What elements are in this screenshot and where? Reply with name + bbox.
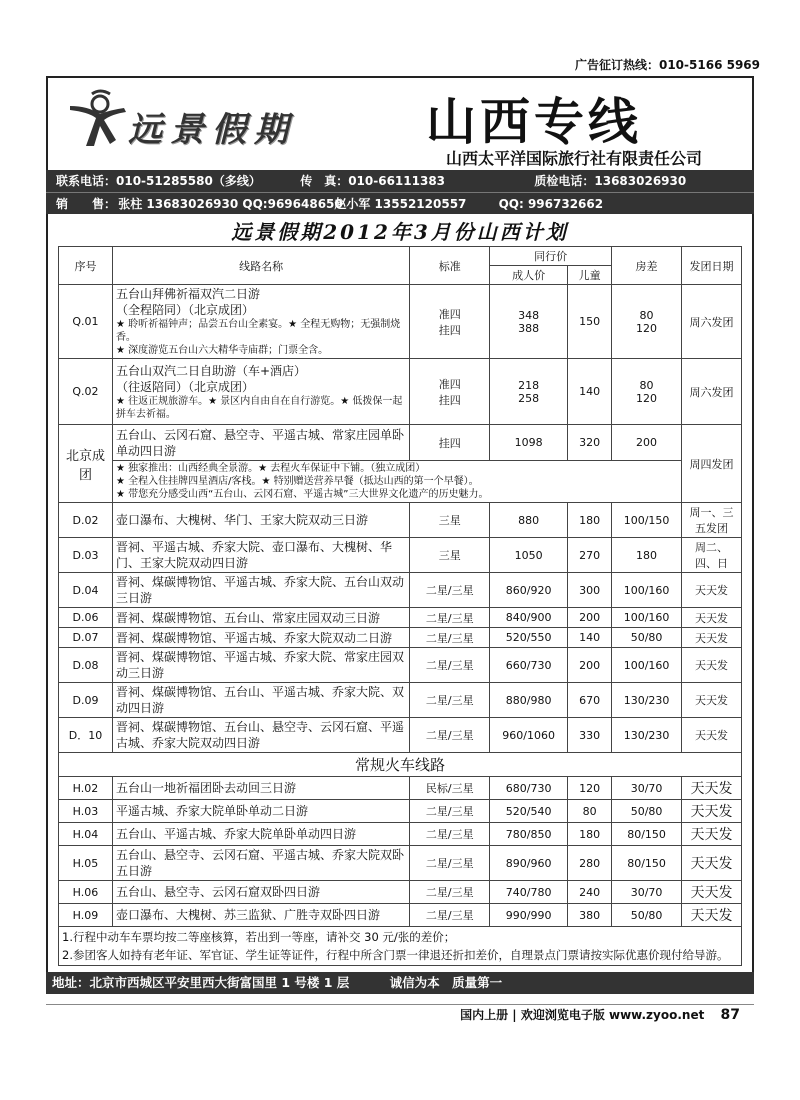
company-name: 山西太平洋国际旅行社有限责任公司 bbox=[445, 149, 702, 168]
row-standard: 二星/三星 bbox=[410, 846, 490, 881]
row-room: 50/80 bbox=[612, 800, 682, 823]
row-child: 80 bbox=[568, 800, 612, 823]
row-route: 五台山一地祈福团卧去动回三日游 bbox=[112, 777, 409, 800]
row-route: 晋祠、煤碳博物馆、五台山、平遥古城、乔家大院、双动四日游 bbox=[112, 683, 409, 718]
row-room: 130/230 bbox=[612, 718, 682, 753]
row-standard: 二星/三星 bbox=[410, 608, 490, 628]
table-row bbox=[59, 573, 742, 608]
table-row bbox=[59, 628, 742, 648]
note-1: 1.行程中动车车票均按二等座核算，若出到一等座，请补交 30 元/张的差价； bbox=[62, 930, 456, 944]
header-standard: 标准 bbox=[410, 247, 490, 285]
row-no: D.09 bbox=[59, 683, 113, 718]
brand-logo bbox=[66, 88, 426, 148]
row-no: H.06 bbox=[59, 881, 113, 904]
contact-phone: 联系电话：010-51285580（多线） bbox=[56, 174, 261, 188]
row-standard: 三星 bbox=[410, 538, 490, 573]
contact-qc: 质检电话：13683026930 bbox=[534, 174, 687, 188]
row-standard: 三星 bbox=[410, 503, 490, 538]
header-route: 线路名称 bbox=[112, 247, 409, 285]
row-adult: 990/990 bbox=[490, 904, 568, 927]
row-room: 200 bbox=[612, 425, 682, 461]
row-route: 晋祠、煤碳博物馆、平遥古城、乔家大院、常家庄园双动三日游 bbox=[112, 648, 409, 683]
row-depart: 周四发团 bbox=[682, 425, 742, 503]
row-child: 120 bbox=[568, 777, 612, 800]
row-standard: 二星/三星 bbox=[410, 648, 490, 683]
table-row bbox=[59, 648, 742, 683]
row-child: 300 bbox=[568, 573, 612, 608]
notes bbox=[59, 927, 742, 966]
row-route: 晋祠、煤碳博物馆、平遥古城、乔家大院、五台山双动三日游 bbox=[112, 573, 409, 608]
h-route-rows bbox=[59, 777, 742, 927]
row-standard: 准四 挂四 bbox=[410, 359, 490, 425]
row-standard: 二星/三星 bbox=[410, 904, 490, 927]
route-note: ★ 带您充分感受山西“五台山、云冈石窟、平遥古城”三大世界文化遗产的历史魅力。 bbox=[115, 489, 489, 500]
row-standard: 二星/三星 bbox=[410, 683, 490, 718]
route-subtitle: （往返陪同）（北京成团） bbox=[115, 379, 254, 394]
row-child: 140 bbox=[568, 359, 612, 425]
row-child: 140 bbox=[568, 628, 612, 648]
table-row bbox=[59, 425, 742, 461]
row-room: 80 120 bbox=[612, 285, 682, 359]
row-adult: 740/780 bbox=[490, 881, 568, 904]
table-row bbox=[59, 777, 742, 800]
header-child: 儿童 bbox=[568, 266, 612, 285]
route-notes bbox=[112, 461, 681, 503]
row-depart: 周六发团 bbox=[682, 359, 742, 425]
row-depart: 周六发团 bbox=[682, 285, 742, 359]
row-no: H.03 bbox=[59, 800, 113, 823]
row-depart: 周二、四、日 bbox=[682, 538, 742, 573]
row-adult: 520/540 bbox=[490, 800, 568, 823]
row-route: 平遥古城、乔家大院单卧单动二日游 bbox=[112, 800, 409, 823]
row-adult: 840/900 bbox=[490, 608, 568, 628]
row-adult: 890/960 bbox=[490, 846, 568, 881]
row-depart: 天天发 bbox=[682, 648, 742, 683]
page-footer-text: 国内上册 | 欢迎浏览电子版 www.zyoo.net bbox=[460, 1008, 705, 1022]
sales-label: 销 售： bbox=[56, 197, 117, 211]
row-depart: 天天发 bbox=[682, 777, 742, 800]
row-standard: 二星/三星 bbox=[410, 718, 490, 753]
row-child: 200 bbox=[568, 648, 612, 683]
row-no: D.03 bbox=[59, 538, 113, 573]
row-adult: 860/920 bbox=[490, 573, 568, 608]
row-room: 80/150 bbox=[612, 823, 682, 846]
row-room: 50/80 bbox=[612, 904, 682, 927]
row-route: 五台山、悬空寺、云冈石窟、平遥古城、乔家大院双卧五日游 bbox=[112, 846, 409, 881]
row-room: 130/230 bbox=[612, 683, 682, 718]
row-no: D.07 bbox=[59, 628, 113, 648]
row-no: D．10 bbox=[59, 718, 113, 753]
row-depart: 天天发 bbox=[682, 608, 742, 628]
row-route: 壶口瀑布、大槐树、华门、王家大院双动三日游 bbox=[112, 503, 409, 538]
row-room: 100/160 bbox=[612, 573, 682, 608]
row-child: 320 bbox=[568, 425, 612, 461]
sales-contact-2-qq: QQ: 996732662 bbox=[498, 197, 604, 211]
row-room: 100/160 bbox=[612, 648, 682, 683]
row-route bbox=[112, 359, 409, 425]
row-standard: 二星/三星 bbox=[410, 881, 490, 904]
route-note: ★ 聆听祈福钟声；品尝五台山全素宴。★ 全程无购物；无强制烧香。 bbox=[115, 319, 401, 343]
row-depart: 天天发 bbox=[682, 904, 742, 927]
row-no: H.02 bbox=[59, 777, 113, 800]
route-title: 五台山拜佛祈福双汽二日游 bbox=[115, 287, 260, 301]
section-train-title: 常规火车线路 bbox=[59, 753, 742, 777]
row-route: 晋祠、煤碳博物馆、五台山、悬空寺、云冈石窟、平遥古城、乔家大院双动四日游 bbox=[112, 718, 409, 753]
row-depart: 天天发 bbox=[682, 846, 742, 881]
row-no: D.06 bbox=[59, 608, 113, 628]
page-footer bbox=[460, 1006, 740, 1023]
row-room: 30/70 bbox=[612, 881, 682, 904]
row-child: 270 bbox=[568, 538, 612, 573]
row-depart: 周一、三五发团 bbox=[682, 503, 742, 538]
row-route: 五台山、平遥古城、乔家大院单卧单动四日游 bbox=[112, 823, 409, 846]
route-subtitle: （全程陪同）（北京成团） bbox=[115, 303, 254, 317]
row-child: 280 bbox=[568, 846, 612, 881]
route-note: ★ 独家推出：山西经典全景游。★ 去程火车保证中下铺。（独立成团） bbox=[115, 463, 426, 474]
table-row-notes bbox=[59, 461, 742, 503]
row-depart: 天天发 bbox=[682, 683, 742, 718]
row-no: H.05 bbox=[59, 846, 113, 881]
row-room: 30/70 bbox=[612, 777, 682, 800]
row-route: 五台山、云冈石窟、悬空寺、平遥古城、常家庄园单卧单动四日游 bbox=[112, 425, 409, 461]
table-row bbox=[59, 904, 742, 927]
motto: 诚信为本 质量第一 bbox=[389, 975, 503, 990]
row-no: D.04 bbox=[59, 573, 113, 608]
table-row bbox=[59, 846, 742, 881]
page-number: 87 bbox=[720, 1007, 740, 1023]
d-route-rows bbox=[59, 503, 742, 753]
table-row bbox=[59, 823, 742, 846]
row-child: 330 bbox=[568, 718, 612, 753]
row-no: H.04 bbox=[59, 823, 113, 846]
row-room: 50/80 bbox=[612, 628, 682, 648]
row-standard: 二星/三星 bbox=[410, 573, 490, 608]
row-adult: 520/550 bbox=[490, 628, 568, 648]
sales-bar bbox=[46, 192, 754, 214]
note-2: 2.参团客人如持有老年证、军官证、学生证等证件，行程中所含门票一律退还折扣差价，自理景点门票请按实际优惠价现付给导游。 bbox=[62, 948, 729, 962]
row-standard: 民标/三星 bbox=[410, 777, 490, 800]
plan-title: 远景假期2012年3月份山西计划 bbox=[231, 220, 569, 244]
row-route: 晋祠、平遥古城、乔家大院、壶口瀑布、大槐树、华门、王家大院双动四日游 bbox=[112, 538, 409, 573]
table-row bbox=[59, 718, 742, 753]
table-row bbox=[59, 683, 742, 718]
brand-name: 远景假期 bbox=[128, 110, 296, 150]
sales-contact-1: 张柱 13683026930 QQ:969648650 bbox=[118, 197, 343, 211]
row-route bbox=[112, 285, 409, 359]
row-room: 100/150 bbox=[612, 503, 682, 538]
row-child: 180 bbox=[568, 503, 612, 538]
row-room: 80 120 bbox=[612, 359, 682, 425]
header bbox=[46, 76, 754, 170]
row-depart: 天天发 bbox=[682, 823, 742, 846]
row-adult: 780/850 bbox=[490, 823, 568, 846]
header-room: 房差 bbox=[612, 247, 682, 285]
row-standard: 准四 挂四 bbox=[410, 285, 490, 359]
contact-bar bbox=[46, 170, 754, 192]
table-row bbox=[59, 359, 742, 425]
row-adult: 1098 bbox=[490, 425, 568, 461]
route-table bbox=[58, 246, 742, 966]
row-adult: 348 388 bbox=[490, 285, 568, 359]
section-row bbox=[59, 753, 742, 777]
row-child: 150 bbox=[568, 285, 612, 359]
ad-hotline: 广告征订热线：010-5166 5969 bbox=[574, 58, 760, 72]
row-depart: 天天发 bbox=[682, 800, 742, 823]
row-depart: 天天发 bbox=[682, 573, 742, 608]
table-row bbox=[59, 285, 742, 359]
row-child: 240 bbox=[568, 881, 612, 904]
row-standard: 二星/三星 bbox=[410, 800, 490, 823]
row-depart: 天天发 bbox=[682, 881, 742, 904]
address-bar bbox=[46, 972, 754, 994]
row-depart: 天天发 bbox=[682, 628, 742, 648]
row-standard: 二星/三星 bbox=[410, 628, 490, 648]
row-child: 670 bbox=[568, 683, 612, 718]
row-no: Q.01 bbox=[59, 285, 113, 359]
header-depart: 发团日期 bbox=[682, 247, 742, 285]
header-adult: 成人价 bbox=[490, 266, 568, 285]
row-standard: 二星/三星 bbox=[410, 823, 490, 846]
table-row bbox=[59, 538, 742, 573]
row-adult: 660/730 bbox=[490, 648, 568, 683]
row-room: 100/160 bbox=[612, 608, 682, 628]
row-adult: 880/980 bbox=[490, 683, 568, 718]
row-adult: 960/1060 bbox=[490, 718, 568, 753]
address: 地址：北京市西城区平安里西大街富国里 1 号楼 1 层 bbox=[52, 975, 350, 990]
sales-contact-2: 赵小军 13552120557 bbox=[334, 197, 467, 211]
row-room: 180 bbox=[612, 538, 682, 573]
row-child: 200 bbox=[568, 608, 612, 628]
row-no: 北京成团 bbox=[59, 425, 113, 503]
notes-row bbox=[59, 927, 742, 966]
footer-divider bbox=[46, 1004, 754, 1005]
route-note: ★ 全程入住挂牌四星酒店/客栈。★ 特别赠送营养早餐（抵达山西的第一个早餐）。 bbox=[115, 476, 479, 487]
header-price: 同行价 bbox=[490, 247, 612, 266]
table-row bbox=[59, 608, 742, 628]
table-row bbox=[59, 503, 742, 538]
row-adult: 680/730 bbox=[490, 777, 568, 800]
row-room: 80/150 bbox=[612, 846, 682, 881]
row-adult: 880 bbox=[490, 503, 568, 538]
row-route: 晋祠、煤碳博物馆、五台山、常家庄园双动三日游 bbox=[112, 608, 409, 628]
row-child: 180 bbox=[568, 823, 612, 846]
row-child: 380 bbox=[568, 904, 612, 927]
row-route: 五台山、悬空寺、云冈石窟双卧四日游 bbox=[112, 881, 409, 904]
row-no: H.09 bbox=[59, 904, 113, 927]
route-note: ★ 往返正规旅游车。★ 景区内自由自在自行游览。★ 低拨保一起拼车去祈福。 bbox=[115, 395, 403, 420]
row-route: 晋祠、煤碳博物馆、平遥古城、乔家大院双动二日游 bbox=[112, 628, 409, 648]
row-standard: 挂四 bbox=[410, 425, 490, 461]
row-route: 壶口瀑布、大槐树、苏三监狱、广胜寺双卧四日游 bbox=[112, 904, 409, 927]
row-depart: 天天发 bbox=[682, 718, 742, 753]
table-row bbox=[59, 800, 742, 823]
contact-fax: 传 真：010-66111383 bbox=[300, 174, 446, 188]
main-title: 山西专线 bbox=[426, 92, 642, 151]
row-adult: 1050 bbox=[490, 538, 568, 573]
table-row bbox=[59, 881, 742, 904]
row-no: D.08 bbox=[59, 648, 113, 683]
traveler-logo-icon bbox=[66, 88, 130, 152]
row-no: D.02 bbox=[59, 503, 113, 538]
header-no: 序号 bbox=[59, 247, 113, 285]
row-no: Q.02 bbox=[59, 359, 113, 425]
route-note: ★ 深度游览五台山六大精华寺庙群；门票全含。 bbox=[115, 345, 329, 356]
route-title: 五台山双汽二日自助游（车+酒店） bbox=[115, 363, 306, 378]
row-adult: 218 258 bbox=[490, 359, 568, 425]
